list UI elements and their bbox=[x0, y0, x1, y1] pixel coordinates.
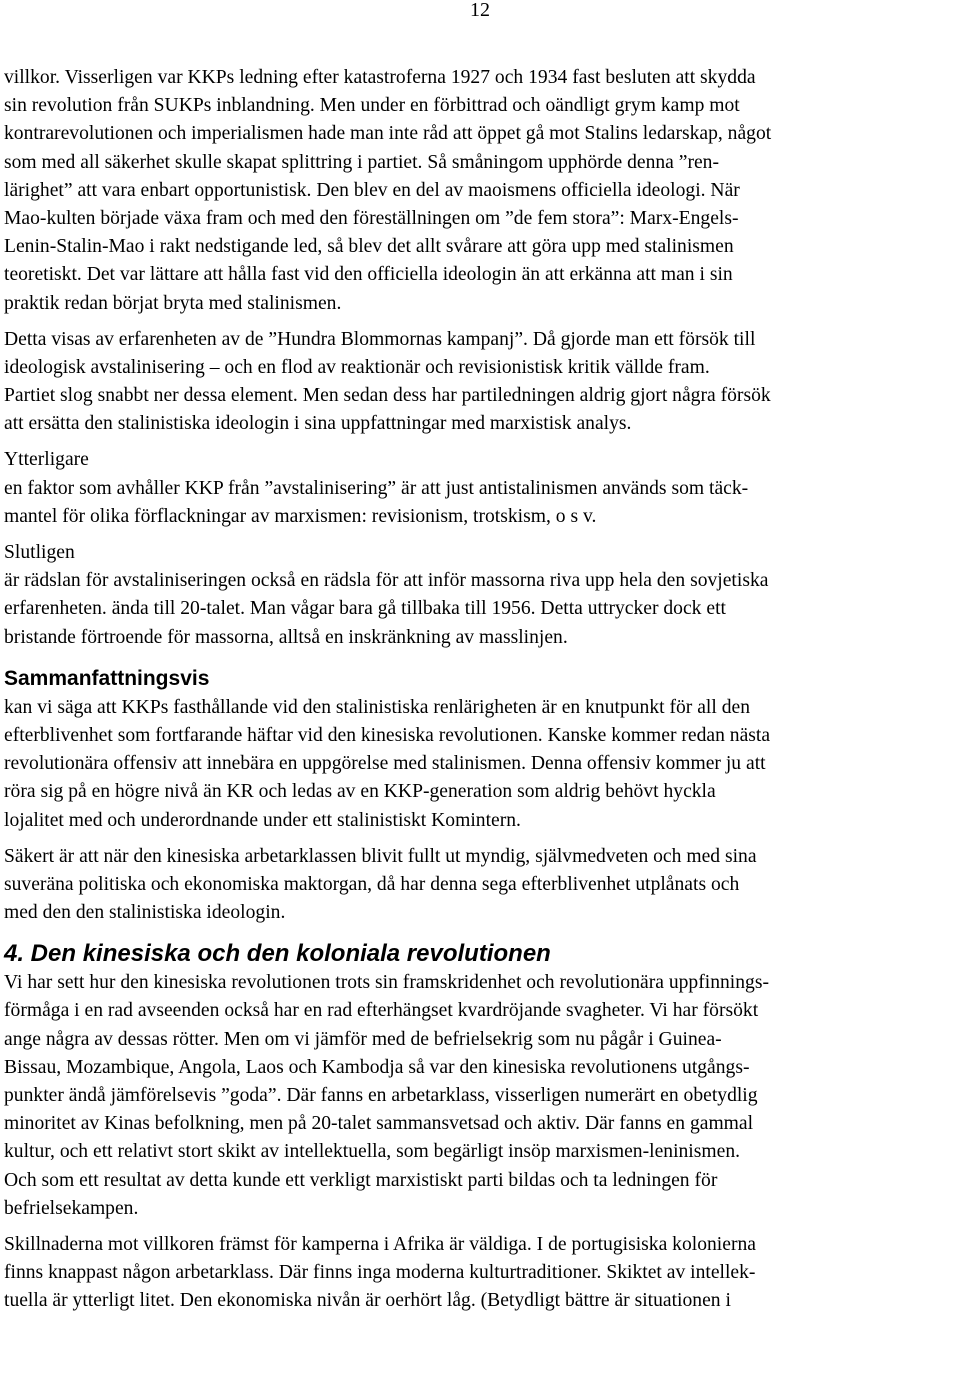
paragraph-slutligen bbox=[4, 567, 954, 652]
run-in-label-ytterligare: Ytterligare bbox=[4, 449, 89, 471]
text-line: kontrarevolutionen och imperialismen hade man inte råd att öppet gå mot Stalins ledarskap, något bbox=[4, 123, 772, 145]
text-line: en faktor som avhåller KKP från ”avstalinisering” är att just antistalinismen används som täck- bbox=[4, 477, 749, 499]
paragraph-ytterligare bbox=[4, 475, 954, 531]
run-in-label-slutligen: Slutligen bbox=[4, 542, 75, 563]
text-line: ange några av dessas rötter. Men om vi jämför med de befrielsekrig som nu pågår i Guinea- bbox=[4, 1028, 722, 1050]
text-line: Mao-kulten började växa fram och med den föreställningen om ”de fem stora”: Marx-Engels- bbox=[4, 207, 739, 229]
section-heading-sammanfattningsvis: Sammanfattningsvis bbox=[4, 666, 210, 690]
text-line: finns knappast någon arbetarklass. Där finns inga moderna kulturtraditioner. Skiktet av intellek- bbox=[4, 1262, 756, 1284]
text-line: Partiet slog snabbt ner dessa element. Men sedan dess har partiledningen aldrig gjort några försök bbox=[4, 385, 771, 407]
paragraph-summary bbox=[4, 694, 954, 835]
text-line: Lenin-Stalin-Mao i rakt nedstigande led, så blev det allt svårare att göra upp med stalinismen bbox=[4, 236, 734, 258]
text-line: tuella är ytterligt litet. Den ekonomiska nivån är oerhört låg. (Betydligt bättre är situationen i bbox=[4, 1290, 731, 1312]
page-number: 12 bbox=[470, 0, 490, 21]
text-line: befrielsekampen. bbox=[4, 1197, 139, 1219]
text-line: med den den stalinistiska ideologin. bbox=[4, 902, 286, 924]
text-line: teoretiskt. Det var lättare att hålla fast vid den officiella ideologin än att erkänna att man i sin bbox=[4, 264, 733, 286]
text-line: lojalitet med och underordnande under ett stalinistiskt Komintern. bbox=[4, 809, 521, 831]
paragraph-working-class bbox=[4, 843, 954, 928]
text-line: Säkert är att när den kinesiska arbetarklassen blivit fullt ut myndig, självmedveten och med sina bbox=[4, 845, 757, 867]
text-line: förmåga i en rad avseenden också har en rad efterhängset kvardröjande svagheter. Vi har försökt bbox=[4, 1000, 759, 1022]
text-line: bristande förtroende för massorna, alltså en inskränkning av masslinjen. bbox=[4, 626, 568, 648]
text-line: mantel för olika förflackningar av marxismen: revisionism, trotskism, o s v. bbox=[4, 505, 597, 527]
text-line: Skillnaderna mot villkoren främst för kamperna i Afrika är väldiga. I de portugisiska kolonierna bbox=[4, 1233, 756, 1255]
text-line: röra sig på en högre nivå än KR och ledas av en KKP-generation som aldrig behövt hyckla bbox=[4, 781, 716, 803]
text-line: att ersätta den stalinistiska ideologin i sina uppfattningar med marxistisk analys. bbox=[4, 413, 632, 435]
text-line: lärighet” att vara enbart opportunistisk. Den blev en del av maoismens officiella ideologi. När bbox=[4, 179, 740, 201]
paragraph-colonial-comparison bbox=[4, 969, 954, 1223]
text-line: praktik redan börjat bryta med stalinismen. bbox=[4, 292, 342, 314]
text-line: kan vi säga att KKPs fasthållande vid den stalinistiska renlärigheten är en knutpunkt för all den bbox=[4, 696, 750, 718]
text-line: erfarenheten. ända till 20-talet. Man vågar bara gå tillbaka till 1956. Detta uttrycker dock ett bbox=[4, 598, 726, 620]
text-line: revolutionära offensiv att innebära en uppgörelse med stalinismen. Denna offensiv kommer ju att bbox=[4, 753, 766, 775]
text-line: villkor. Visserligen var KKPs ledning efter katastroferna 1927 och 1934 fast besluten att skydda bbox=[4, 67, 756, 88]
paragraph-stalinism-legacy bbox=[4, 64, 954, 318]
document-body bbox=[4, 64, 954, 1316]
text-line: minoritet av Kinas befolkning, men på 20-talet sammansvetsad och aktiv. Där fanns en gammal bbox=[4, 1113, 754, 1135]
chapter-heading: 4. Den kinesiska och den koloniala revolutionen bbox=[4, 940, 551, 968]
text-line: punkter ändå jämförelsevis ”goda”. Där fanns en arbetarklass, visserligen numerärt en obetydlig bbox=[4, 1085, 758, 1106]
text-line: Och som ett resultat av detta kunde ett verkligt marxistiskt parti bildas och ta ledningen för bbox=[4, 1169, 718, 1191]
text-line: sin revolution från SUKPs inblandning. Men under en förbittrad och oändligt grym kamp mot bbox=[4, 95, 740, 117]
text-line: kultur, och ett relativt stort skikt av intellektuella, som begärligt insöp marxismen-leninismen. bbox=[4, 1141, 741, 1163]
text-line: som med all säkerhet skulle skapat splittring i partiet. Så småningom upphörde denna ”ren- bbox=[4, 151, 719, 173]
text-line: Detta visas av erfarenheten av de ”Hundra Blommornas kampanj”. Då gjorde man ett försök till bbox=[4, 328, 756, 350]
text-line: efterblivenhet som fortfarande häftar vid den kinesiska revolutionen. Kanske kommer redan nästa bbox=[4, 724, 771, 746]
text-line: ideologisk avstalinisering – och en flod av reaktionär och revisionistisk kritik vällde fram. bbox=[4, 356, 710, 378]
text-line: suveräna politiska och ekonomiska maktorgan, då har denna sega efterblivenhet utplånats och bbox=[4, 873, 740, 895]
paragraph-africa-differences bbox=[4, 1231, 954, 1316]
text-line: Bissau, Mozambique, Angola, Laos och Kambodja så var den kinesiska revolutionens utgångs- bbox=[4, 1056, 750, 1078]
paragraph-hundred-flowers bbox=[4, 326, 954, 439]
text-line: är rädslan för avstaliniseringen också en rädsla för att inför massorna riva upp hela den sovjetiska bbox=[4, 570, 769, 592]
text-line: Vi har sett hur den kinesiska revolutionen trots sin framskridenhet och revolutionära uppfinnings- bbox=[4, 972, 769, 994]
